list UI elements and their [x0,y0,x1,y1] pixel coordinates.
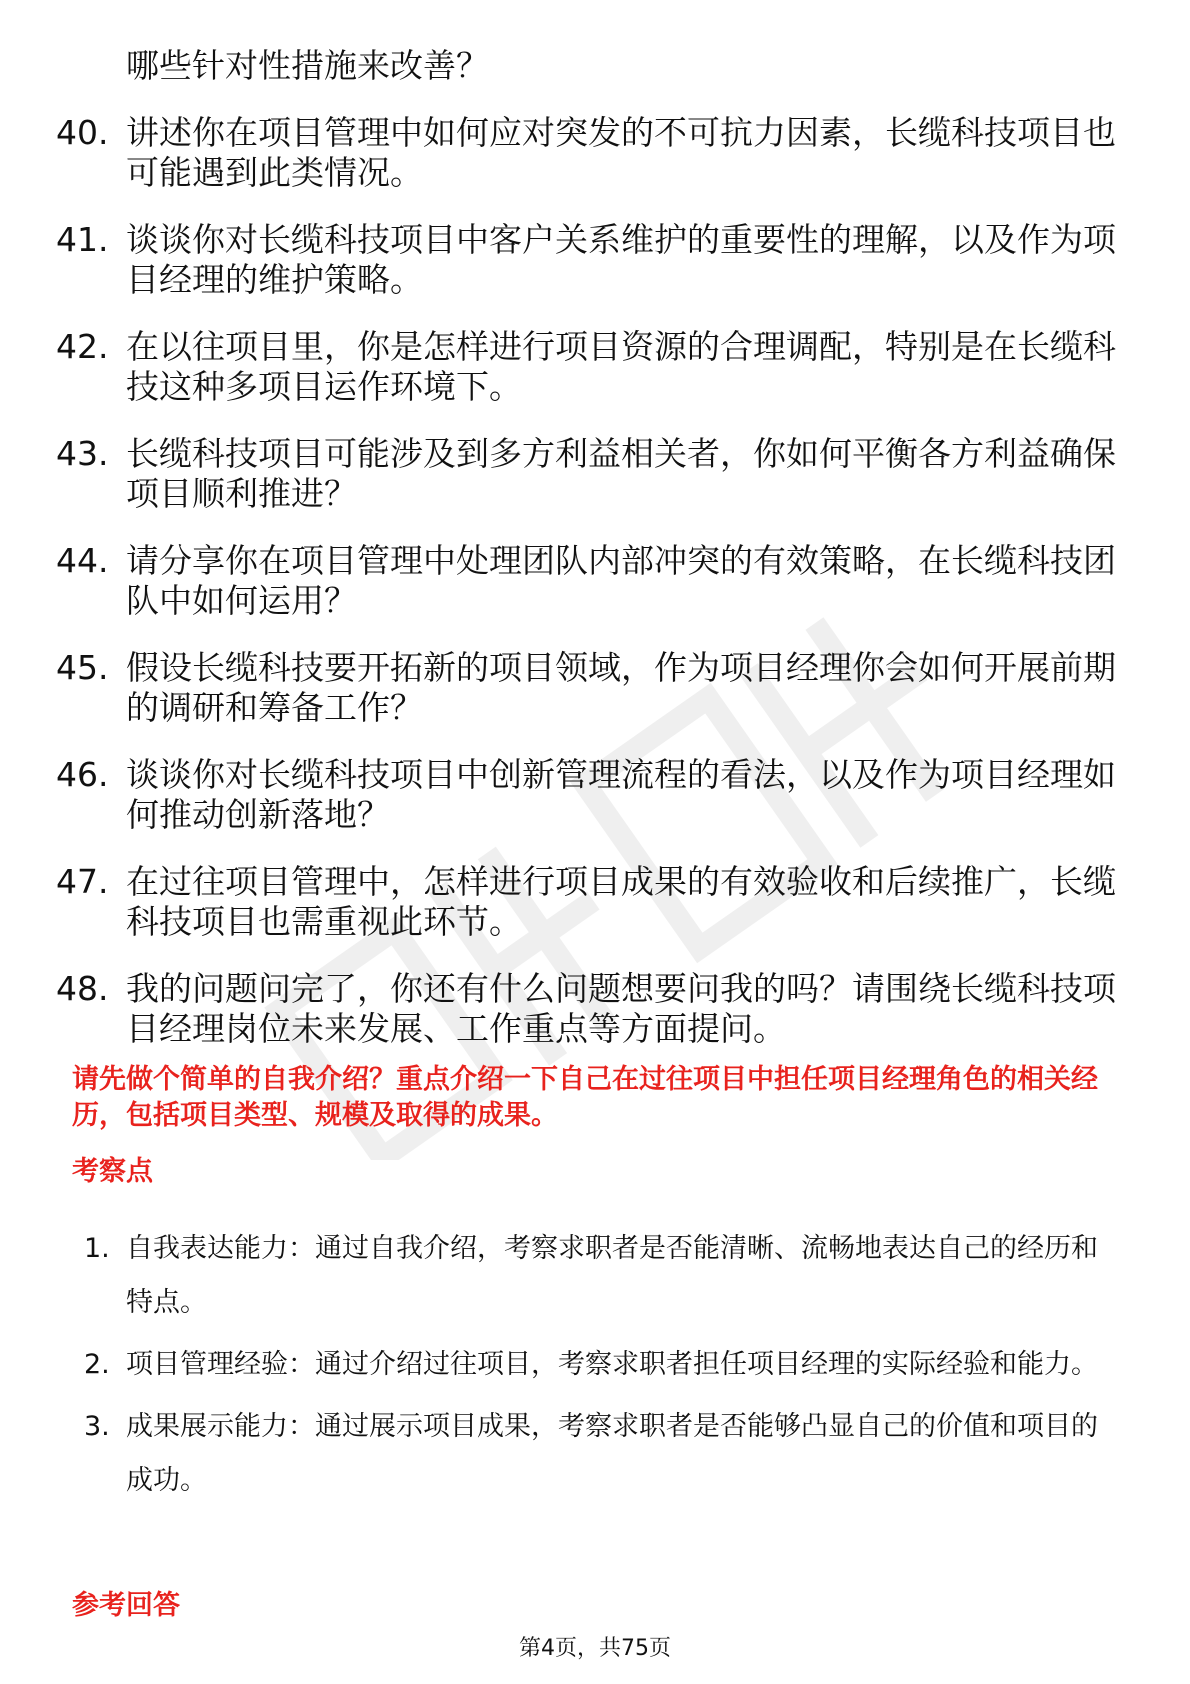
question-item [56,113,1126,193]
question-item [56,220,1126,300]
section-title-cankao: 参考回答 [72,1590,180,1621]
point-number: 2. [84,1349,110,1380]
question-number: 40. [56,113,109,152]
point-text: 成果展示能力：通过展示项目成果，考察求职者是否能够凸显自己的价值和项目的成功。 [126,1411,1098,1496]
question-item [56,648,1126,728]
point-number: 3. [84,1411,110,1442]
question-text: 假设长缆科技要开拓新的项目领域，作为项目经理你会如何开展前期的调研和筹备工作？ [126,648,1116,727]
question-list [56,46,1126,1076]
question-number: 47. [56,862,109,901]
page-footer: 第4页，共75页 [519,1636,671,1661]
point-text: 自我表达能力：通过自我介绍，考察求职者是否能清晰、流畅地表达自己的经历和特点。 [126,1233,1098,1318]
question-item [56,327,1126,407]
question-text: 谈谈你对长缆科技项目中客户关系维护的重要性的理解，以及作为项目经理的维护策略。 [126,220,1116,299]
question-item [56,862,1126,942]
question-number: 41. [56,220,109,259]
question-item [56,434,1126,514]
question-number: 42. [56,327,109,366]
question-number: 43. [56,434,109,473]
question-item [56,969,1126,1049]
assessment-points-list [84,1222,1124,1516]
assessment-point [84,1338,1124,1392]
question-text: 在过往项目管理中，怎样进行项目成果的有效验收和后续推广，长缆科技项目也需重视此环节。 [126,862,1116,941]
point-text: 项目管理经验：通过介绍过往项目，考察求职者担任项目经理的实际经验和能力。 [126,1349,1098,1380]
question-number: 46. [56,755,109,794]
question-text: 长缆科技项目可能涉及到多方利益相关者，你如何平衡各方利益确保项目顺利推进？ [126,434,1116,513]
question-continuation: 哪些针对性措施来改善？ [126,46,489,85]
assessment-point [84,1222,1124,1330]
question-text: 在以往项目里，你是怎样进行项目资源的合理调配，特别是在长缆科技这种多项目运作环境下。 [126,327,1116,406]
question-number: 48. [56,969,109,1008]
question-item [56,541,1126,621]
point-number: 1. [84,1233,110,1264]
question-text: 我的问题问完了，你还有什么问题想要问我的吗？请围绕长缆科技项目经理岗位未来发展、工作重点等方面提问。 [126,969,1116,1048]
intro-question-heading: 请先做个简单的自我介绍？重点介绍一下自己在过往项目中担任项目经理角色的相关经历，包括项目类型、规模及取得的成果。 [72,1064,1098,1131]
section-title-kaochadian: 考察点 [72,1156,153,1187]
question-item [56,755,1126,835]
assessment-point [84,1400,1124,1508]
question-number: 44. [56,541,109,580]
question-text: 讲述你在项目管理中如何应对突发的不可抗力因素，长缆科技项目也可能遇到此类情况。 [126,113,1116,192]
question-text: 谈谈你对长缆科技项目中创新管理流程的看法，以及作为项目经理如何推动创新落地？ [126,755,1116,834]
question-text: 请分享你在项目管理中处理团队内部冲突的有效策略，在长缆科技团队中如何运用？ [126,541,1116,620]
question-number: 45. [56,648,109,687]
